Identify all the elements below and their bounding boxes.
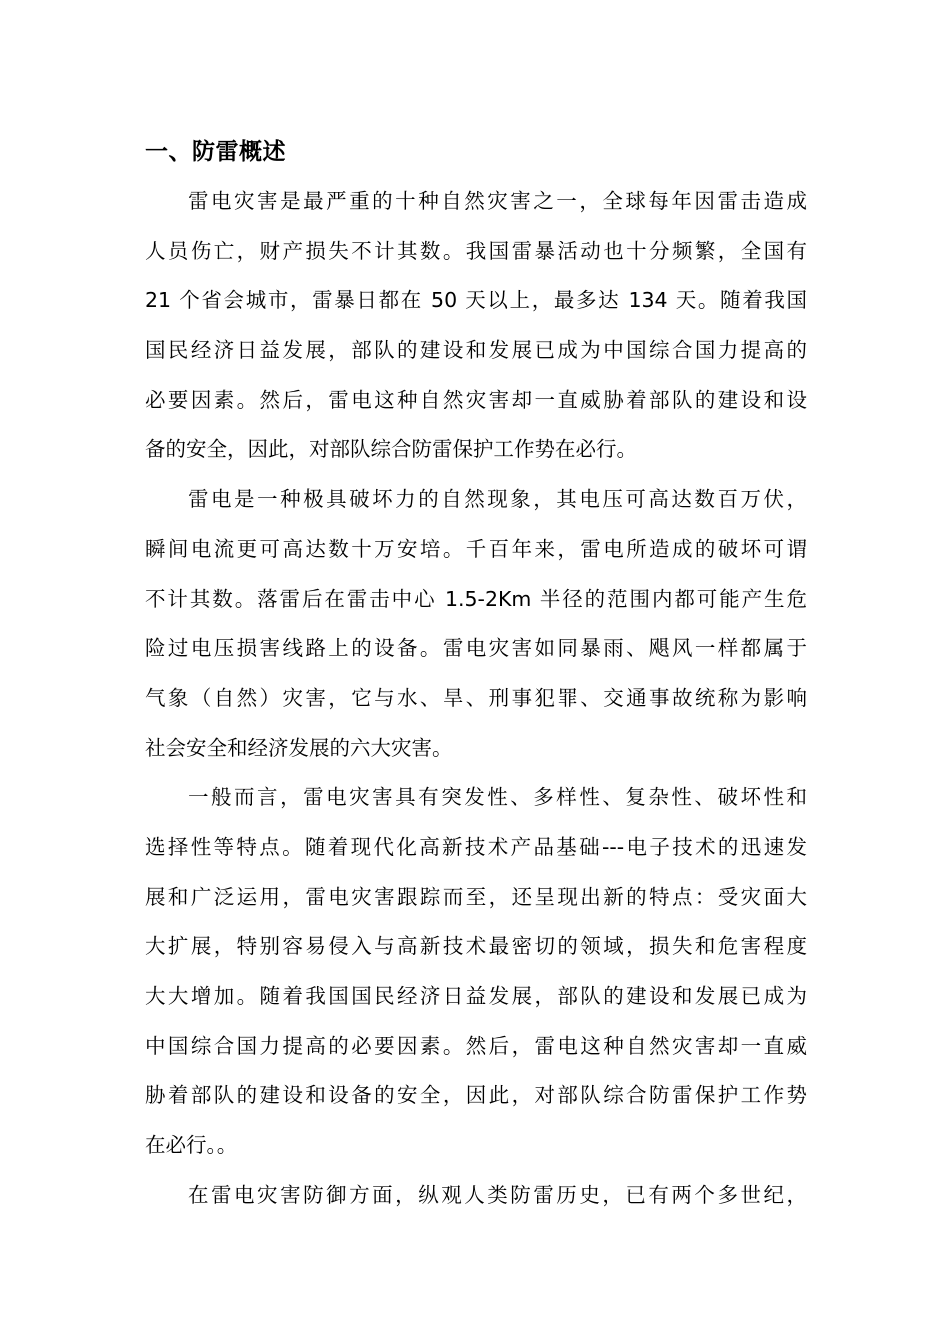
text-line: 不计其数。落雷后在雷击中心 1.5-2Km 半径的范围内都可能产生危 [145, 586, 807, 611]
text-line: 21 个省会城市，雷暴日都在 50 天以上，最多达 134 天。随着我国 [145, 288, 807, 313]
text-line: 气象（自然）灾害，它与水、旱、刑事犯罪、交通事故统称为影响 [145, 685, 807, 710]
text-line: 雷电是一种极具破坏力的自然现象，其电压可高达数百万伏， [188, 487, 807, 512]
section-heading: 一、防雷概述 [145, 139, 286, 165]
paragraph-1 [145, 177, 807, 475]
text-line: 国民经济日益发展，部队的建设和发展已成为中国综合国力提高的 [145, 338, 807, 363]
paragraph-4 [145, 1171, 807, 1221]
text-line: 在雷电灾害防御方面，纵观人类防雷历史，已有两个多世纪， [188, 1182, 807, 1207]
text-line: 备的安全，因此，对部队综合防雷保护工作势在必行。 [145, 437, 637, 462]
text-line: 险过电压损害线路上的设备。雷电灾害如同暴雨、飓风一样都属于 [145, 636, 807, 661]
text-line: 胁着部队的建设和设备的安全，因此，对部队综合防雷保护工作势 [145, 1083, 807, 1108]
text-line: 在必行。。 [145, 1133, 238, 1158]
text-line: 瞬间电流更可高达数十万安培。千百年来，雷电所造成的破坏可谓 [145, 536, 807, 561]
paragraph-3 [145, 773, 807, 1171]
text-line: 必要因素。然后，雷电这种自然灾害却一直威胁着部队的建设和设 [145, 387, 807, 412]
text-line: 雷电灾害是最严重的十种自然灾害之一，全球每年因雷击造成 [188, 189, 807, 213]
text-line: 社会安全和经济发展的六大灾害。 [145, 735, 453, 760]
text-line: 大扩展，特别容易侵入与高新技术最密切的领域，损失和危害程度 [145, 934, 807, 959]
text-line: 人员伤亡，财产损失不计其数。我国雷暴活动也十分频繁，全国有 [145, 238, 807, 263]
paragraph-2 [145, 475, 807, 773]
text-line: 大大增加。随着我国国民经济日益发展，部队的建设和发展已成为 [145, 984, 807, 1008]
text-line: 选择性等特点。随着现代化高新技术产品基础---电子技术的迅速发 [145, 834, 807, 859]
text-line: 一般而言，雷电灾害具有突发性、多样性、复杂性、破坏性和 [188, 785, 807, 810]
text-line: 展和广泛运用，雷电灾害跟踪而至，还呈现出新的特点：受灾面大 [145, 884, 807, 909]
text-line: 中国综合国力提高的必要因素。然后，雷电这种自然灾害却一直威 [145, 1033, 807, 1058]
document-body [145, 127, 807, 1220]
